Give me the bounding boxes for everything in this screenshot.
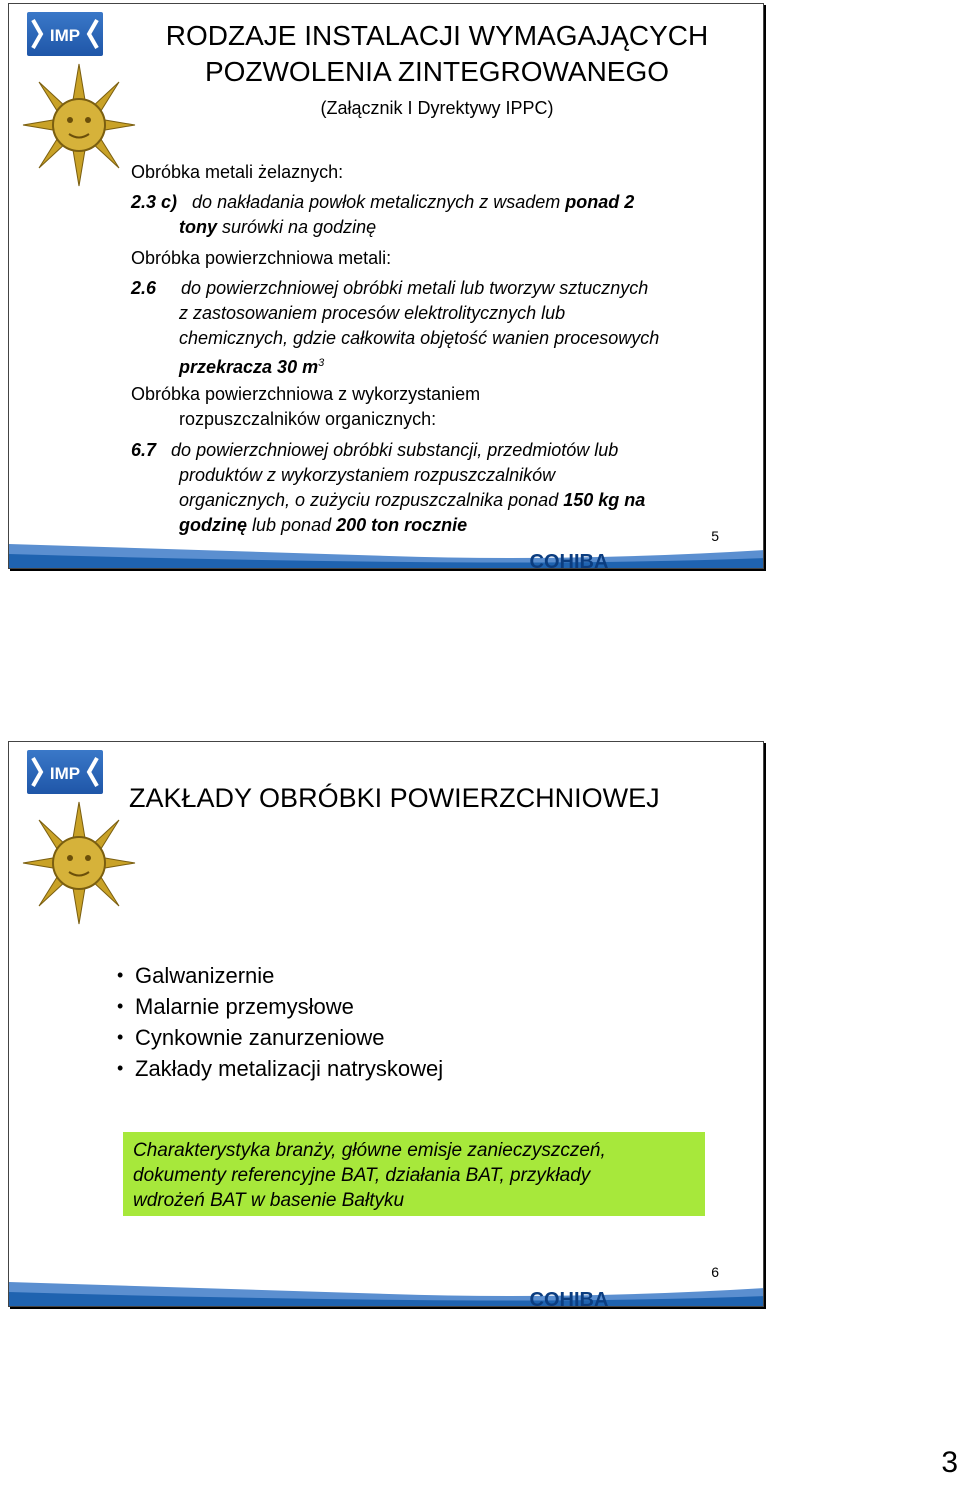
document-page-number: 3 [941, 1446, 958, 1479]
item-emph: godzinę [179, 515, 247, 535]
sun-emblem-icon [19, 798, 139, 928]
item-number: 2.3 c) [131, 192, 178, 212]
slide-subtitle: (Załącznik I Dyrektywy IPPC) [320, 98, 554, 118]
imp-logo [27, 12, 103, 56]
item-number: 2.6 [131, 278, 157, 298]
item-text: organicznych, o zużyciu rozpuszczalnika ponad [179, 490, 559, 510]
box-line: Charakterystyka branży, główne emisje zanieczyszczeń, [133, 1140, 606, 1161]
box-line: dokumenty referencyjne BAT, działania BAT, przykłady [133, 1165, 591, 1186]
page-number: 5 [711, 528, 719, 544]
slide-5 [8, 3, 764, 569]
heading-line: Obróbka powierzchniowa z wykorzystaniem [131, 384, 481, 404]
item-text: do nakładania powłok metalicznych z wsadem [192, 192, 561, 212]
item-text: chemicznych, gdzie całkowita objętość wanien procesowych [179, 328, 660, 348]
title-line-2: POZWOLENIA ZINTEGROWANEGO [204, 56, 670, 87]
footer-wave-icon [9, 1274, 764, 1306]
superscript: 3 [318, 357, 325, 369]
footer-wave-icon [9, 536, 764, 568]
footer-logo-text: COHIBA [529, 551, 609, 568]
item-6-7 [131, 438, 751, 538]
item-2-6 [131, 276, 751, 380]
footer-logo-text: COHIBA [529, 1289, 609, 1306]
item-emph: ponad 2 [565, 192, 635, 212]
section-heading-ferrous: Obróbka metali żelaznych: [131, 162, 344, 182]
heading-line: rozpuszczalników organicznych: [179, 409, 437, 429]
item-2-3c [131, 190, 751, 240]
page-number: 6 [711, 1264, 719, 1280]
imp-logo [27, 750, 103, 794]
sun-emblem-icon [19, 60, 139, 190]
item-text: surówki na godzinę [222, 217, 377, 237]
list-item: • Cynkownie zanurzeniowe [117, 1022, 443, 1053]
slide-title [127, 18, 747, 90]
list-item: • Zakłady metalizacji natryskowej [117, 1053, 443, 1084]
list-item: • Malarnie przemysłowe [117, 991, 443, 1022]
item-emph: 200 ton rocznie [336, 515, 468, 535]
highlight-box [123, 1132, 705, 1216]
slide-6 [8, 741, 764, 1307]
item-text: do powierzchniowej obróbki substancji, przedmiotów lub [171, 440, 619, 460]
item-text: do powierzchniowej obróbki metali lub tworzyw sztucznych [181, 278, 649, 298]
item-number: 6.7 [131, 440, 157, 460]
bullet-list [117, 960, 443, 1084]
box-line: wdrożeń BAT w basenie Bałtyku [133, 1190, 405, 1211]
item-emph: przekracza 30 m [179, 357, 319, 377]
item-text: lub ponad [252, 515, 332, 535]
imp-logo-text: IMP [49, 764, 81, 783]
item-emph: tony [179, 217, 217, 237]
item-emph: 150 kg na [563, 490, 646, 510]
slide-title: ZAKŁADY OBRÓBKI POWIERZCHNIOWEJ [129, 783, 660, 813]
list-item: • Galwanizernie [117, 960, 443, 991]
title-line-1: RODZAJE INSTALACJI WYMAGAJĄCYCH [165, 20, 709, 51]
item-text: produktów z wykorzystaniem rozpuszczalników [179, 465, 556, 485]
imp-logo-text: IMP [49, 26, 81, 45]
section-heading-surface: Obróbka powierzchniowa metali: [131, 248, 392, 268]
item-text: z zastosowaniem procesów elektrolitycznych lub [179, 303, 566, 323]
section-heading-solvent [131, 382, 751, 432]
